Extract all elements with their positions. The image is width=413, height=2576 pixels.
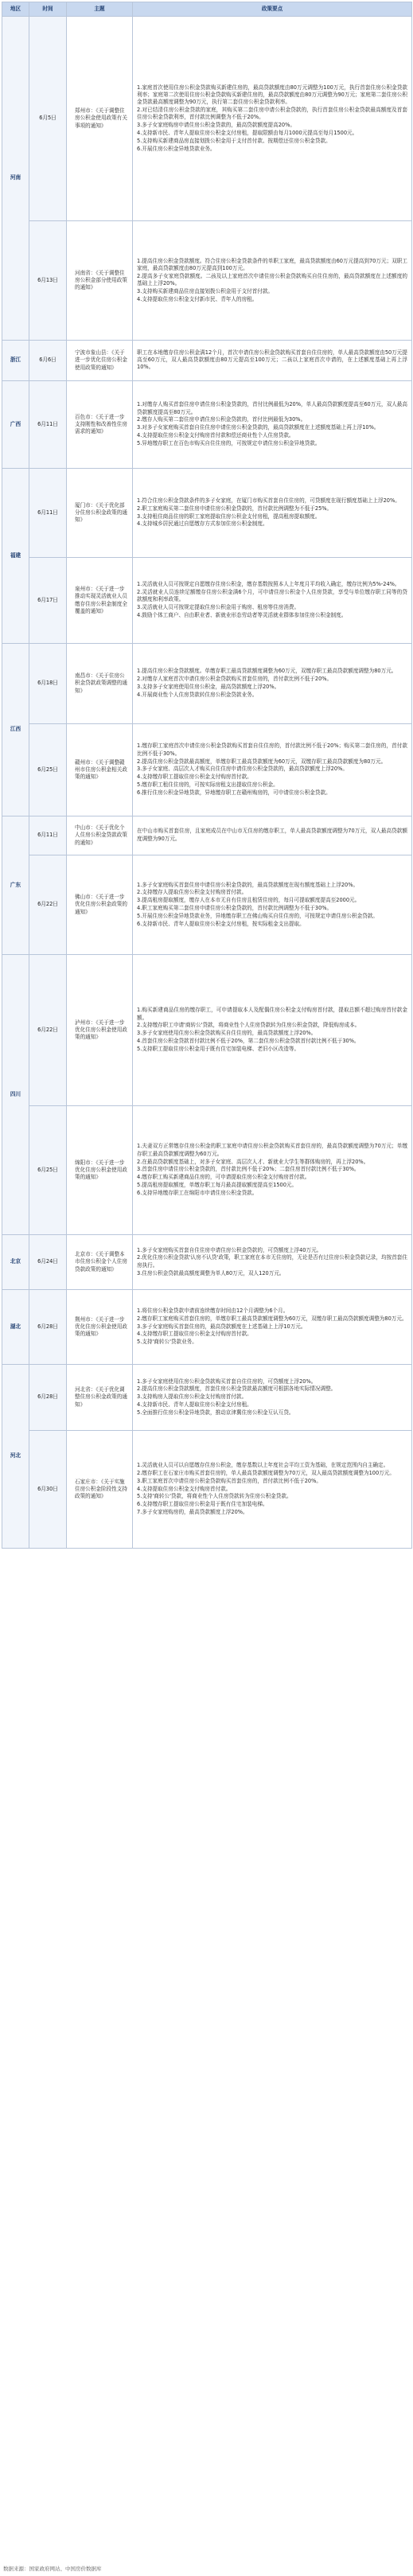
- date-cell: 6月13日: [29, 221, 67, 341]
- policy-point: 3.职工家庭首次申请住房公积金贷款购买首套住房的，首付款比例不低于20%。: [137, 1477, 321, 1484]
- table-row: [2, 724, 412, 816]
- policy-point: 5.支持'商转公'贷款业务。: [137, 1339, 197, 1346]
- policy-point: 4.支持提取住房公积金支付购房首付款和偿还商业性个人住房贷款。: [137, 432, 294, 439]
- policy-point: 5.全面推行住房公积金异地贷款，推动京津冀住房公积金互认互贷。: [137, 1409, 294, 1416]
- date-cell: 6月25日: [29, 1106, 67, 1235]
- policy-point: 2.缴存人购买第二套住房申请住房公积金贷款的，首付比例最低为30%。: [137, 416, 306, 423]
- header-row: [2, 2, 412, 17]
- policy-point: 1.符合住房公积金贷款条件的多子女家庭，在厦门市购买首套自住住房的，可贷额度在现行额度基础上上浮20%。: [137, 497, 400, 504]
- subject-cell: 厦门市：《关于优化部分住房公积金政策的通知》: [67, 469, 133, 558]
- region-cell: 广西: [2, 381, 29, 469]
- policy-points-cell: [133, 724, 412, 816]
- table-row: [2, 955, 412, 1106]
- policy-point: 4.开展商业性个人住房贷款转住房公积金贷款业务。: [137, 691, 258, 698]
- date-cell: 6月28日: [29, 1290, 67, 1365]
- region-cell: 广东: [2, 816, 29, 955]
- date-cell: 6月11日: [29, 469, 67, 558]
- policy-point: 4.职工家庭购买第二套住房申请住房公积金贷款的，首付款比例调整为不低于30%。: [137, 905, 333, 911]
- table-row: [2, 558, 412, 644]
- policy-point: 2.缴存职工家庭购买首套住房的，单缴存职工最高贷款额度调整为60万元，双缴存职工最高贷款额度调整为80万元。: [137, 1315, 407, 1322]
- policy-points-cell: [133, 1431, 412, 1549]
- table-row: [2, 816, 412, 855]
- policy-point: 4.支持新市民、青年人提取住房公积金支付房租。: [137, 1401, 252, 1408]
- region-cell: 江西: [2, 644, 29, 816]
- subject-cell: 河南省：《关于调整住房公积金部分使用政策的通知》: [67, 221, 133, 341]
- policy-point: 6.支持异地缴存职工在绵阳市申请住房公积金贷款。: [137, 1189, 258, 1196]
- policy-point: 1.提高住房公积金贷款额度。符合住房公积金贷款条件的单职工家庭，最高贷款额度由60万元提高到70万元；双职工家庭，最高贷款额度由80万元提高到100万元。: [137, 257, 407, 271]
- date-cell: 6月11日: [29, 381, 67, 469]
- header-subject: 主题: [67, 2, 133, 17]
- policy-point: 5.缴存职工租住住房的，可按实际房租支出提取住房公积金。: [137, 781, 279, 788]
- subject-cell: 北京市：《关于调整本市住房公积金个人住房贷款政策的通知》: [67, 1235, 133, 1290]
- policy-point: 1.灵活就业人员可以自愿缴存住房公积金，缴存基数以上年度社会平均工资为基础，在规定范围内自主确定。: [137, 1462, 389, 1469]
- policy-points-cell: [133, 1290, 412, 1365]
- policy-point: 3.多子女家庭、高层次人才购买自住住房申请住房公积金贷款的，最高贷款额度上浮20%。: [137, 766, 348, 773]
- policy-points-cell: [133, 341, 412, 381]
- policy-point: 3.多子女家庭购房申请住房公积金贷款的，最高贷款额度提高20%。: [137, 122, 295, 129]
- policy-point: 1.灵活就业人员可按规定自愿缴存住房公积金，缴存基数按照本人上年度月平均收入确定，缴存比例为5%-24%。: [137, 581, 400, 588]
- policy-point: 7.多子女家庭购房的，最高贷款额度上浮20%。: [137, 1508, 248, 1515]
- policy-point: 3.支持购房人提取住房公积金支付购房首付款。: [137, 1393, 247, 1401]
- policy-point: 3.支持租住商品住房的职工家庭提取住房公积金支付房租，提高租房提取额度。: [137, 512, 321, 520]
- date-cell: 6月28日: [29, 1365, 67, 1431]
- policy-point: 1.购买新建商品住房的缴存职工，可申请提取本人及配偶住房公积金支付购房首付款，提取总额不超过购房首付款金额。: [137, 1007, 407, 1021]
- policy-point: 5.支持购买新建商品房直接划拨公积金用于支付首付款、按期偿还住房公积金贷款。: [137, 137, 331, 144]
- policy-point: 6.开展住房公积金异地贷款业务。: [137, 145, 216, 152]
- policy-point: 3.灵活就业人员可按规定提取住房公积金用于购房、租房等住房消费。: [137, 604, 300, 611]
- policy-points-cell: [133, 855, 412, 955]
- policy-table: [2, 2, 412, 1549]
- policy-point: 2.提高住房公积金贷款额度，首套住房公积金贷款最高额度可根据各地实际情况调整。: [137, 1385, 337, 1393]
- policy-point: 2.支持缴存职工申请'商转公'贷款，将商业性个人住房贷款转为住房公积金贷款，降低购房成本。: [137, 1022, 360, 1029]
- policy-point: 6.支持缴存职工提取住房公积金用于既有住宅加装电梯。: [137, 1501, 268, 1508]
- policy-point: 1.夫妻双方正常缴存住房公积金的职工家庭申请住房公积金贷款购买首套住房的，最高贷款额度调整为70万元；单缴存职工最高贷款额度调整为60万元。: [137, 1143, 407, 1157]
- region-cell: 福建: [2, 469, 29, 644]
- date-cell: 6月25日: [29, 724, 67, 816]
- subject-cell: 泉州市：《关于进一步推动实现灵活就业人员缴存住房公积金制度全覆盖的通知》: [67, 558, 133, 644]
- policy-point: 5.支持职工提取住房公积金用于既有住宅加装电梯、老旧小区改造等。: [137, 1045, 300, 1052]
- table-row: [2, 644, 412, 724]
- policy-point: 4.支持缴存职工提取住房公积金支付购房首付款。: [137, 774, 252, 781]
- subject-cell: 郑州市：《关于调整住房公积金使用政策有关事项的通知》: [67, 17, 133, 221]
- policy-point: 1.多子女家庭购买首套自住住房申请住房公积金贷款的，可贷额度上浮40万元。: [137, 1246, 322, 1253]
- header-region: 地区: [2, 2, 29, 17]
- subject-cell: 河北省：《关于优化调整住房公积金政策的通知》: [67, 1365, 133, 1431]
- policy-point: 1.多子女家庭购买首套住房申请住房公积金贷款的，最高贷款额度在现有额度基础上上浮20%。: [137, 881, 359, 888]
- subject-cell: 赣州市：《关于调整赣州市住房公积金相关政策的通知》: [67, 724, 133, 816]
- table-row: [2, 1431, 412, 1549]
- subject-cell: 石家庄市：《关于实施住房公积金阶段性支持政策的通知》: [67, 1431, 133, 1549]
- subject-cell: 佛山市：《关于进一步优化住房公积金政策的通知》: [67, 855, 133, 955]
- policy-point: 6.支持新市民、青年人提取住房公积金支付房租，按实际租金支出提取。: [137, 920, 305, 927]
- policy-points-cell: [133, 1365, 412, 1431]
- policy-point: 2.职工家庭购买第二套住房申请住房公积金贷款的，首付款比例调整为不低于25%。: [137, 505, 333, 512]
- table-row: [2, 17, 412, 221]
- table-row: [2, 1365, 412, 1431]
- table-body: [2, 17, 412, 1549]
- policy-points-cell: [133, 469, 412, 558]
- policy-point: 1.家庭首次使用住房公积金贷款购买新建住房的，最高贷款额度由80万元调整为100万元，执行首套住房公积金贷款利率；家庭第二次使用住房公积金贷款购买新建住房的，最高贷款额度由80万元调整为90万元；家庭第二套住房公积金贷款最高额度调整为90万元，执行第二套住房公积金贷款利率。: [137, 84, 407, 106]
- subject-cell: 百色市：《关于进一步支持刚性和改善性住房需求的通知》: [67, 381, 133, 469]
- table-row: [2, 1106, 412, 1235]
- region-cell: 北京: [2, 1235, 29, 1290]
- date-cell: 6月5日: [29, 17, 67, 221]
- policy-point: 3.多子女家庭购买首套住房的，最高贷款额度在上述基础上上浮10万元。: [137, 1323, 306, 1330]
- policy-point: 2.缴存职工在石家庄市购买首套住房的，单人最高贷款额度调整为70万元，双人最高贷款额度调整为100万元。: [137, 1470, 395, 1476]
- policy-points-cell: [133, 955, 412, 1106]
- policy-point: 2.对已结清住房公积金贷款的家庭，其购买第二套住房申请公积金贷款的，执行首套住房公积金贷款最高额度及首套住房公积金贷款利率，首付款比例调整为不低于20%。: [137, 107, 407, 121]
- policy-point: 4.鼓励个体工商户、自由职业者、新就业形态劳动者等灵活就业群体参加住房公积金制度。: [137, 611, 347, 618]
- subject-cell: 荆州市：《关于进一步优化住房公积金使用政策的通知》: [67, 1290, 133, 1365]
- policy-point: 3.首套住房申请住房公积金贷款的，首付款比例不低于20%；二套住房首付款比例不低于30%。: [137, 1166, 360, 1173]
- region-cell: 浙江: [2, 341, 29, 381]
- region-cell: 四川: [2, 955, 29, 1235]
- region-cell: 河南: [2, 17, 29, 341]
- subject-cell: 绵阳市：《关于进一步优化住房公积金使用政策的通知》: [67, 1106, 133, 1235]
- policy-point: 2.优化住房公积金贷款'认房不认贷'政策，职工家庭在本市无住房的，无论是否有过住房公积金贷款记录，均按首套住房执行。: [137, 1254, 407, 1269]
- table-row: [2, 341, 412, 381]
- policy-points-cell: [133, 644, 412, 724]
- policy-point: 在中山市购买首套住房，且家庭成员在中山市无住房的缴存职工，单人最高贷款额度调整为70万元，双人最高贷款额度调整为90万元。: [137, 828, 407, 842]
- policy-point: 5.提高租房提取额度，单缴存职工每月最高提取额度提高至1500元。: [137, 1181, 298, 1188]
- source-note: 数据来源：国家政府网站、中国房价数据库: [3, 2566, 102, 2572]
- region-cell: 湖北: [2, 1290, 29, 1365]
- date-cell: 6月22日: [29, 855, 67, 955]
- table-row: [2, 855, 412, 955]
- policy-point: 4.支持提取住房公积金支付购房首付款。: [137, 1485, 232, 1492]
- policy-point: 1.多子女家庭使用住房公积金贷款购买首套自住住房的，可贷额度上浮20%。: [137, 1378, 317, 1385]
- policy-point: 1.将住房公积金贷款申请前连续缴存时间由12个月调整为6个月。: [137, 1307, 289, 1314]
- subject-cell: 南昌市：《关于住房公积金贷款政策调整的通知》: [67, 644, 133, 724]
- policy-point: 5.开展住房公积金异地贷款业务，异地缴存职工在佛山购买自住住房的，可按规定申请住房公积金贷款。: [137, 912, 379, 919]
- policy-point: 1.缴存职工家庭首次申请住房公积金贷款购买首套自住住房的，首付款比例不低于20%；购买第二套住房的，首付款比例不低于30%。: [137, 742, 407, 757]
- policy-point: 4.支持缴存职工提取住房公积金支付购房首付款。: [137, 1331, 252, 1338]
- policy-points-cell: [133, 381, 412, 469]
- header-time: 时间: [29, 2, 67, 17]
- policy-point: 2.提高住房公积金贷款最高额度，单缴存职工最高贷款额度为60万元，双缴存职工最高贷款额度为80万元。: [137, 758, 387, 765]
- subject-cell: 泸州市：《关于进一步优化住房公积金使用政策的通知》: [67, 955, 133, 1106]
- date-cell: 6月18日: [29, 644, 67, 724]
- policy-point: 2.提高多子女家庭贷款额度。二孩及以上家庭首次申请住房公积金贷款购买自住住房的，最高贷款额度在上述额度的基础上上浮20%。: [137, 272, 407, 286]
- table-row: [2, 1290, 412, 1365]
- date-cell: 6月22日: [29, 955, 67, 1106]
- policy-point: 1.对缴存人购买首套住房申请住房公积金贷款的，首付比例最低为20%，单人最高贷款额度提高至60万元，双人最高贷款额度提高至80万元。: [137, 401, 407, 415]
- policy-points-cell: [133, 1235, 412, 1290]
- policy-point: 3.支持多子女家庭使用住房公积金，最高贷款额度上浮20%。: [137, 684, 280, 690]
- policy-point: 5.支持'商转公'贷款，将商业性个人住房贷款转为住房公积金贷款。: [137, 1493, 292, 1500]
- table-row: [2, 381, 412, 469]
- policy-points-cell: [133, 17, 412, 221]
- header-points: 政策要点: [133, 2, 412, 17]
- policy-point: 3.支持购买新建商品住房直接划拨公积金用于支付首付款。: [137, 287, 274, 294]
- policy-point: 4.支持提取住房公积金支付新市民、青年人的房租。: [137, 295, 258, 302]
- policy-point: 4.支持新市民、青年人提取住房公积金支付房租，提取限额由每月1000元提高至每月1500元。: [137, 129, 358, 136]
- policy-point: 1.提高住房公积金贷款额度。单缴存职工最高贷款额度调整为60万元，双缴存职工最高贷款额度调整为80万元。: [137, 668, 397, 675]
- policy-point: 3.多子女家庭使用住房公积金贷款购买自住住房的，最高贷款额度上浮20%。: [137, 1030, 317, 1037]
- date-cell: 6月30日: [29, 1431, 67, 1549]
- policy-points-cell: [133, 816, 412, 855]
- policy-point: 2.在最高贷款额度基础上，对多子女家庭、高层次人才、新就业大学生等群体购房的，再上浮20%。: [137, 1158, 369, 1165]
- table-header: [2, 2, 412, 17]
- policy-point: 4.缴存职工购买新建商品住房的，可申请提取住房公积金支付购房首付款。: [137, 1174, 310, 1181]
- policy-point: 6.推行住房公积金异地贷款，异地缴存职工在赣州购房的，可申请住房公积金贷款。: [137, 789, 331, 796]
- date-cell: 6月11日: [29, 816, 67, 855]
- policy-point: 4.支持城乡居民通过自愿缴存方式参加住房公积金制度。: [137, 520, 268, 528]
- policy-point: 5.异地缴存职工在百色市购买自住住房的，可按规定申请住房公积金异地贷款。: [137, 439, 321, 446]
- region-cell: 河北: [2, 1365, 29, 1549]
- table-row: [2, 1235, 412, 1290]
- policy-points-cell: [133, 558, 412, 644]
- policy-point: 2.灵活就业人员连续足额缴存住房公积金满6个月，可申请住房公积金个人住房贷款，享受与单位缴存职工同等的贷款额度和利率政策。: [137, 589, 407, 603]
- policy-point: 3.提高租房提取额度，缴存人在本市无自有住房且租赁住房的，每月可提取额度提高至2000元。: [137, 897, 360, 904]
- policy-point: 2.支持缴存人提取住房公积金支付购房首付款。: [137, 889, 247, 896]
- policy-point: 2.对缴存人家庭首次申请住房公积金贷款购买首套住房的，首付款比例不低于20%。: [137, 676, 333, 683]
- policy-point: 职工在本地缴存住房公积金满12个月，首次申请住房公积金贷款购买首套自住住房的，单人最高贷款额度由50万元提高至60万元，双人最高贷款额度由80万元提高至100万元；二孩以上家庭首次申请的，在上述额度基础上再上浮10%。: [137, 349, 407, 371]
- policy-points-cell: [133, 221, 412, 341]
- policy-point: 3.对多子女家庭购买首套自住住房申请住房公积金贷款的，最高贷款额度在上述额度基础上再上浮10%。: [137, 424, 380, 431]
- date-cell: 6月6日: [29, 341, 67, 381]
- date-cell: 6月24日: [29, 1235, 67, 1290]
- table-row: [2, 221, 412, 341]
- table-row: [2, 469, 412, 558]
- policy-points-cell: [133, 1106, 412, 1235]
- subject-cell: 宁波市象山县：《关于进一步优化住房公积金使用政策的通知》: [67, 341, 133, 381]
- subject-cell: 中山市：《关于优化个人住房公积金贷款政策的通知》: [67, 816, 133, 855]
- date-cell: 6月17日: [29, 558, 67, 644]
- policy-point: 3.住房公积金贷款最高额度调整为单人80万元，双人120万元。: [137, 1269, 285, 1276]
- policy-point: 4.首套住房公积金贷款首付款比例不低于20%，第二套住房公积金贷款首付款比例不低于30%。: [137, 1038, 360, 1045]
